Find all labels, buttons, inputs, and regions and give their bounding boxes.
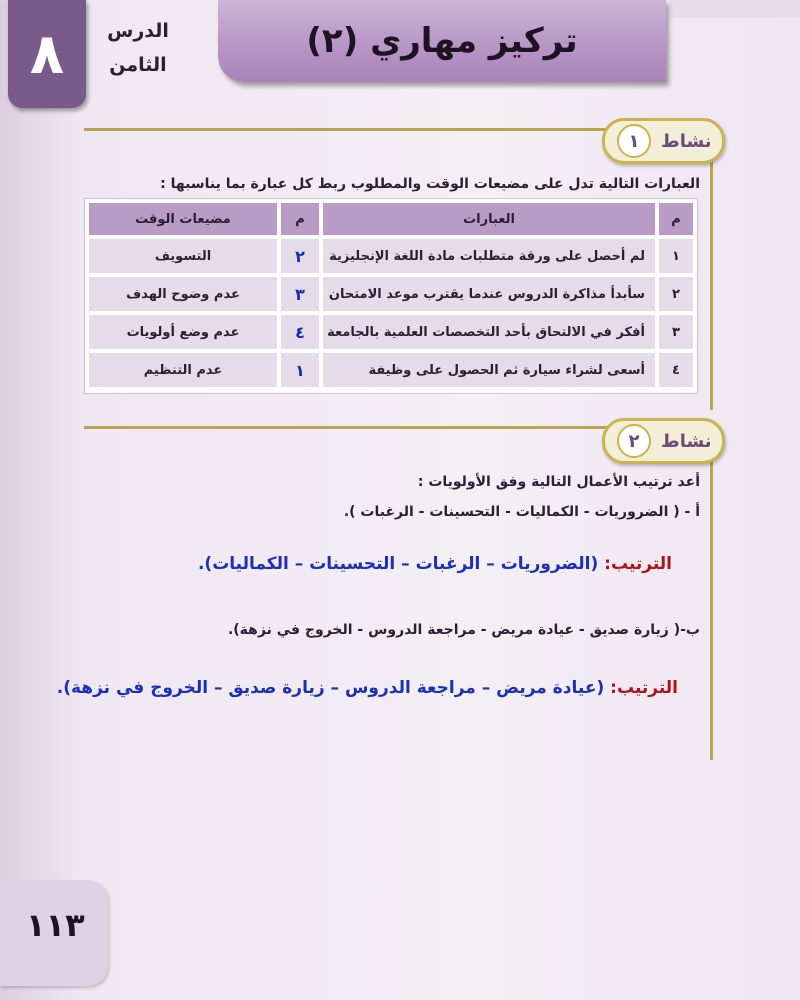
table-row-3-statement: أفكر في الالتحاق بأحد التخصصات العلمية بالجامعة (323, 315, 655, 349)
lesson-number: ٨ (29, 21, 65, 87)
page-number: ١١٣ (26, 906, 85, 944)
page-title: تركيز مهاري (٢) (306, 21, 578, 61)
table-row-3-waster: عدم وضع أولويات (89, 315, 277, 349)
divider-line-1 (84, 128, 614, 131)
vertical-line-2 (710, 450, 713, 760)
title-banner (218, 0, 666, 82)
answer-a-label: الترتيب: (604, 554, 672, 574)
activity-2-answer-b (57, 678, 678, 698)
activity-2-badge (602, 418, 725, 464)
activity-1-badge (602, 118, 725, 164)
table-row-2-num: ٢ (659, 277, 693, 311)
lesson-label (96, 14, 180, 82)
table-row-1-answer: ٢ (281, 239, 319, 273)
table-row-4-waster: عدم التنظيم (89, 353, 277, 387)
table-row-2-answer: ٣ (281, 277, 319, 311)
header-strip (670, 0, 800, 18)
table-row-3-num: ٣ (659, 315, 693, 349)
table-row-1-num: ١ (659, 239, 693, 273)
table-row-4-statement: أسعى لشراء سيارة ثم الحصول على وظيفة (323, 353, 655, 387)
table-row-1-statement: لم أحصل على ورقة متطلبات مادة اللغة الإنجليزية (323, 239, 655, 273)
activity-2-badge-number: ٢ (617, 424, 651, 458)
divider-line-2 (84, 426, 614, 429)
answer-a-value: (الضروريات – الرغبات – التحسينات – الكماليات). (197, 554, 599, 574)
table-header-num2: م (281, 203, 319, 235)
activity-1-instruction: العبارات التالية تدل على مضيعات الوقت والمطلوب ربط كل عبارة بما يناسبها : (160, 176, 700, 192)
activity-2-part-a: أ - ( الضروريات - الكماليات - التحسينات - الرغبات ). (343, 504, 700, 520)
time-wasters-table (84, 198, 698, 394)
activity-1-badge-word: نشاط (661, 130, 712, 152)
table-row-4-num: ٤ (659, 353, 693, 387)
table-header-num1: م (659, 203, 693, 235)
lesson-number-box (8, 0, 86, 108)
lesson-label-line2: الثامن (109, 54, 167, 76)
table-row-2-waster: عدم وضوح الهدف (89, 277, 277, 311)
activity-1-badge-number: ١ (617, 124, 651, 158)
activity-2-instruction: أعد ترتيب الأعمال التالية وفق الأولويات : (417, 474, 700, 490)
answer-b-label: الترتيب: (610, 678, 678, 698)
answer-b-value: (عيادة مريض – مراجعة الدروس – زيارة صديق – الخروج في نزهة). (56, 678, 605, 698)
table-header-wasters: مضيعات الوقت (89, 203, 277, 235)
table-header-statements: العبارات (323, 203, 655, 235)
lesson-label-line1: الدرس (107, 20, 169, 42)
activity-2-answer-a (198, 554, 672, 574)
table-row-1-waster: التسويف (89, 239, 277, 273)
activity-2-badge-word: نشاط (661, 430, 712, 452)
table-row-2-statement: سأبدأ مذاكرة الدروس عندما يقترب موعد الامتحان (323, 277, 655, 311)
activity-2-part-b: ب-( زيارة صديق - عيادة مريض - مراجعة الدروس - الخروج في نزهة). (227, 622, 700, 638)
vertical-line-1 (710, 150, 713, 410)
table-row-4-answer: ١ (281, 353, 319, 387)
table-row-3-answer: ٤ (281, 315, 319, 349)
